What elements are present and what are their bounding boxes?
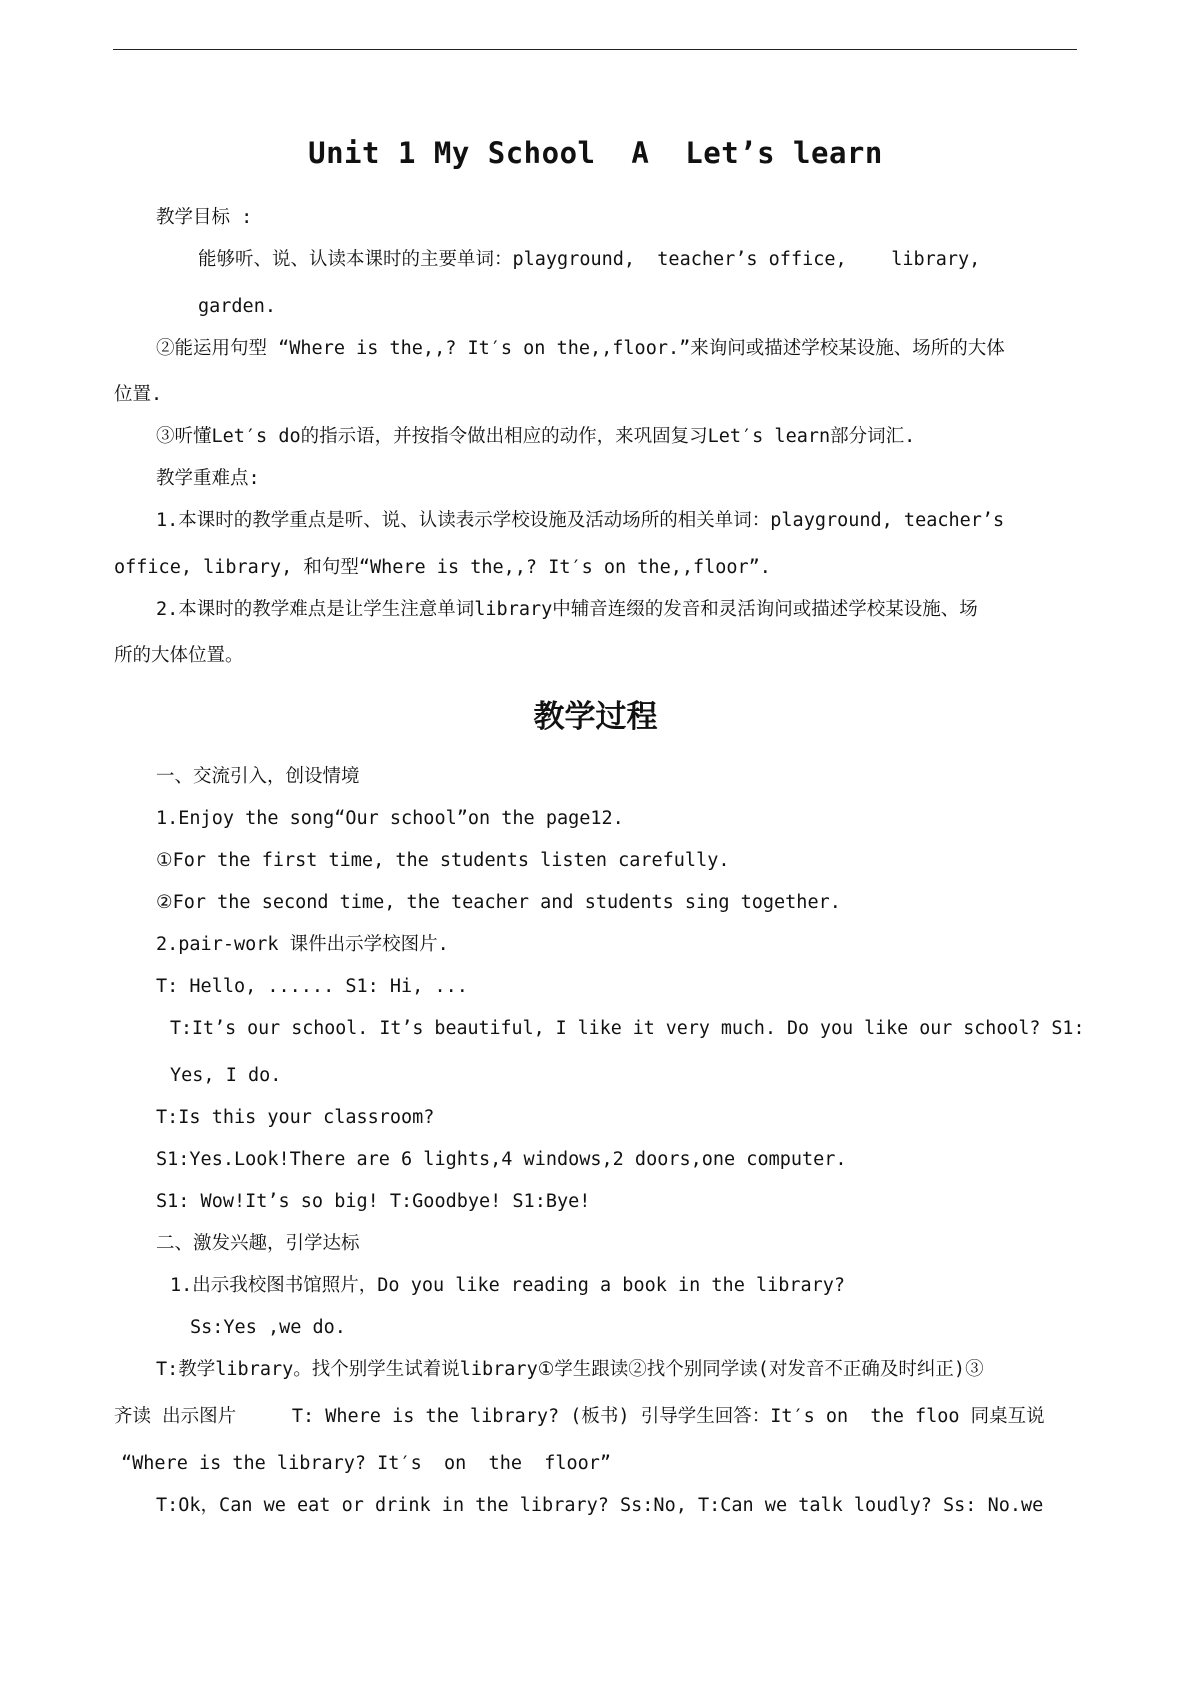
objectives-heading: 教学目标 : [156,207,253,228]
process-heading: 教学过程 [533,699,658,735]
process-line: T:Ok，Can we eat or drink in the library? Ss:No, T:Can we talk loudly? Ss: No.we [156,1495,1044,1516]
process-line: ①For the first time, the students listen carefully. [156,850,730,871]
process-line: T:Is this your classroom? [156,1107,435,1128]
process-line: ②For the second time, the teacher and students sing together. [156,892,841,913]
section-heading: 一、交流引入，创设情境 [156,766,360,787]
key-point-line: office, library, 和句型“Where is the,,? It′s on the,,floor”. [114,557,771,578]
key-point-line: 所的大体位置。 [114,645,244,666]
objective-line: 位置. [114,384,163,405]
process-line: 齐读 出示图片 T: Where is the library? (板书) 引导学生回答：It′s on the floo 同桌互说 [114,1406,1045,1427]
process-line: 1.Enjoy the song“Our school”on the page12. [156,808,624,829]
document-title: Unit 1 My School A Let’s learn [308,136,883,170]
objective-line: ③听懂Let′s do的指示语，并按指令做出相应的动作，来巩固复习Let′s learn部分词汇. [156,426,916,447]
process-line: 1.出示我校图书馆照片，Do you like reading a book in the library? [170,1275,846,1296]
key-points-heading: 教学重难点: [156,468,260,489]
process-line: Ss:Yes ,we do. [190,1317,346,1338]
section-heading: 二、激发兴趣，引学达标 [156,1233,360,1254]
process-line: 2.pair-work 课件出示学校图片. [156,934,449,955]
objective-line: ②能运用句型 “Where is the,,? It′s on the,,floor.”来询问或描述学校某设施、场所的大体 [156,338,1005,359]
process-line: T:It’s our school. It’s beautiful, I like it very much. Do you like our school? S1: [170,1018,1085,1039]
process-line: S1:Yes.Look!There are 6 lights,4 windows,2 doors,one computer. [156,1149,847,1170]
process-line: S1: Wow!It’s so big! T:Goodbye! S1:Bye! [156,1191,591,1212]
key-point-line: 1.本课时的教学重点是听、说、认读表示学校设施及活动场所的相关单词：playground, teacher’s [156,510,1005,531]
process-line: “Where is the library? It′s on the floor” [121,1453,612,1474]
objective-line: garden. [198,296,276,317]
process-line: T: Hello, ...... S1: Hi, ... [156,976,468,997]
key-point-line: 2.本课时的教学难点是让学生注意单词library中辅音连缀的发音和灵活询问或描述学校某设施、场 [156,599,978,620]
process-line: T:教学library。找个别学生试着说library①学生跟读②找个别同学读(对发音不正确及时纠正)③ [156,1359,984,1380]
header-rule [113,49,1077,50]
objective-line: 能够听、说、认读本课时的主要单词：playground, teacher’s office, library, [198,249,981,270]
process-line: Yes, I do. [170,1065,282,1086]
